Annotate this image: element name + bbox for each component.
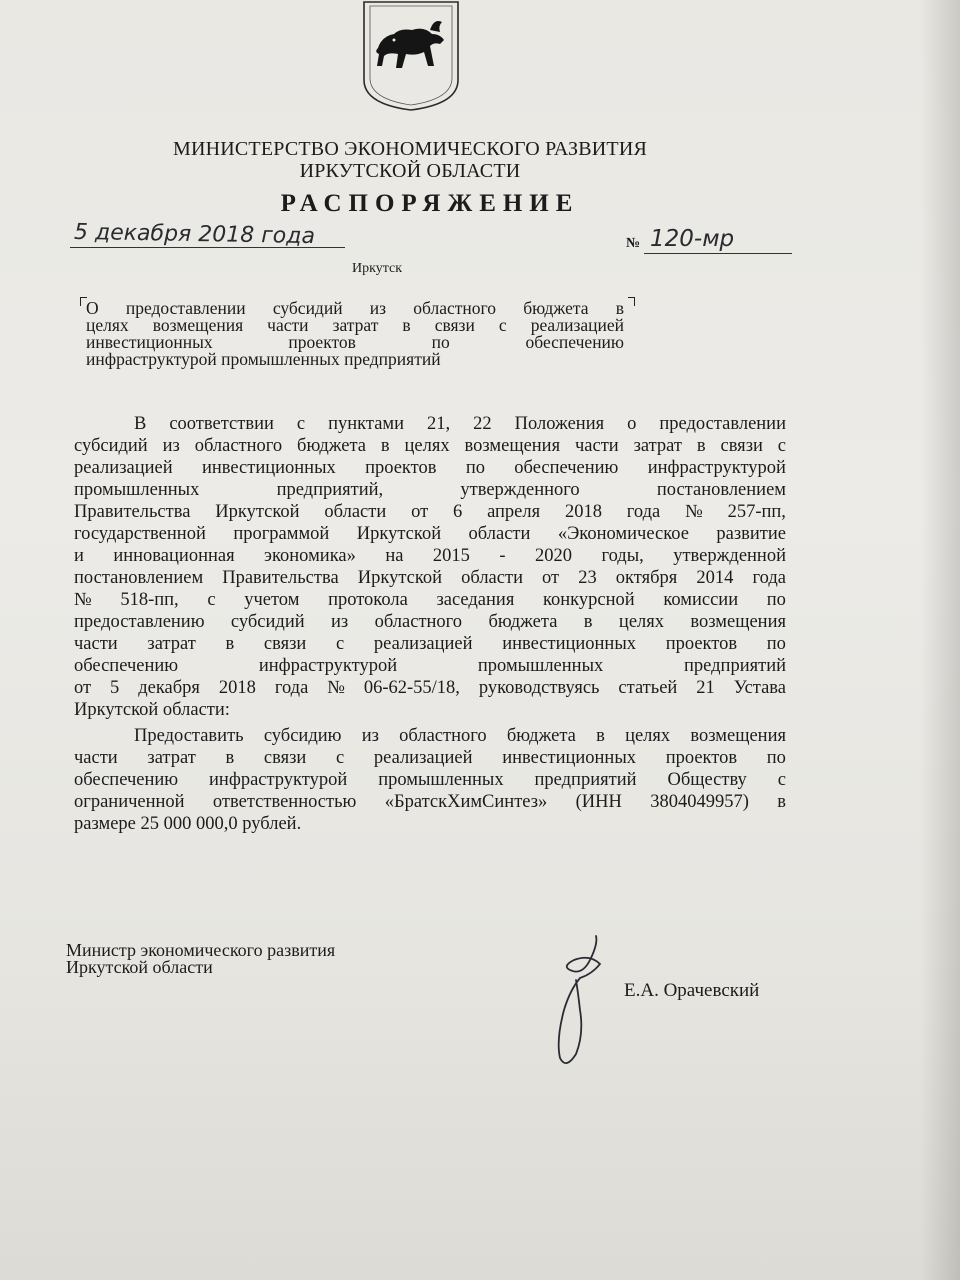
number-label: № [626, 236, 641, 251]
document-type: РАСПОРЯЖЕНИЕ [280, 190, 580, 217]
body-line: постановлением Правительства Иркутской области от 23 октября 2014 года [74, 568, 786, 588]
handwritten-number: 120-мр [650, 226, 735, 252]
body-line: обеспечению инфраструктурой промышленных предприятий Обществу с [74, 770, 786, 790]
signer-name: Е.А. Орачевский [624, 980, 760, 1001]
subject-line: инфраструктурой промышленных предприятий [86, 349, 441, 369]
body-line: Предоставить субсидию из областного бюджета в целях возмещения [134, 726, 786, 746]
body-line: промышленных предприятий, утвержденного постановлением [74, 480, 786, 500]
body-line: предоставлению субсидий из областного бюджета в целях возмещения [74, 612, 786, 632]
body-line: размере 25 000 000,0 рублей. [74, 814, 302, 834]
city: Иркутск [352, 261, 403, 276]
body-line: № 518-пп, с учетом протокола заседания конкурсной комиссии по [74, 590, 786, 610]
region-name: ИРКУТСКОЙ ОБЛАСТИ [299, 160, 521, 182]
body-line: субсидий из областного бюджета в целях возмещения части затрат в связи с [74, 436, 786, 456]
signatory-position [66, 942, 335, 976]
ministry-header [140, 138, 680, 182]
subject-line: О предоставлении субсидий из областного бюджета в [86, 298, 624, 318]
page-shadow [920, 0, 960, 1280]
subject-line: инвестиционных проектов по обеспечению [86, 332, 624, 352]
body-line: реализацией инвестиционных проектов по обеспечению инфраструктурой [74, 458, 786, 478]
position-region: Иркутской области [66, 957, 213, 977]
position-title: Министр экономического развития [66, 940, 336, 960]
handwritten-signature [540, 930, 620, 1070]
body-line: Правительства Иркутской области от 6 апреля 2018 года № 257-пп, [74, 502, 786, 522]
body-line: государственной программой Иркутской области «Экономическое развитие [74, 524, 786, 544]
handwritten-date: 5 декабря 2018 года [73, 219, 316, 250]
ministry-name: МИНИСТЕРСТВО ЭКОНОМИЧЕСКОГО РАЗВИТИЯ [172, 138, 648, 160]
body-line: от 5 декабря 2018 года № 06-62-55/18, руководствуясь статьей 21 Устава [74, 678, 786, 698]
number-underline [644, 253, 792, 254]
body-line: В соответствии с пунктами 21, 22 Положения о предоставлении [134, 414, 786, 434]
body-line: обеспечению инфраструктурой промышленных предприятий [74, 656, 786, 676]
body-text [74, 413, 786, 835]
subject-line: целях возмещения части затрат в связи с реализацией [86, 315, 624, 335]
subject-bracket-right [628, 297, 635, 306]
body-line: части затрат в связи с реализацией инвестиционных проектов по [74, 634, 786, 654]
body-line: части затрат в связи с реализацией инвестиционных проектов по [74, 748, 786, 768]
body-line: ограниченной ответственностью «БратскХимСинтез» (ИНН 3804049957) в [74, 792, 786, 812]
date-underline [70, 247, 345, 248]
coat-of-arms-emblem [360, 0, 462, 112]
body-line: и инновационная экономика» на 2015 - 2020 годы, утвержденной [74, 546, 786, 566]
body-line: Иркутской области: [74, 700, 230, 720]
subject-block [86, 300, 624, 368]
